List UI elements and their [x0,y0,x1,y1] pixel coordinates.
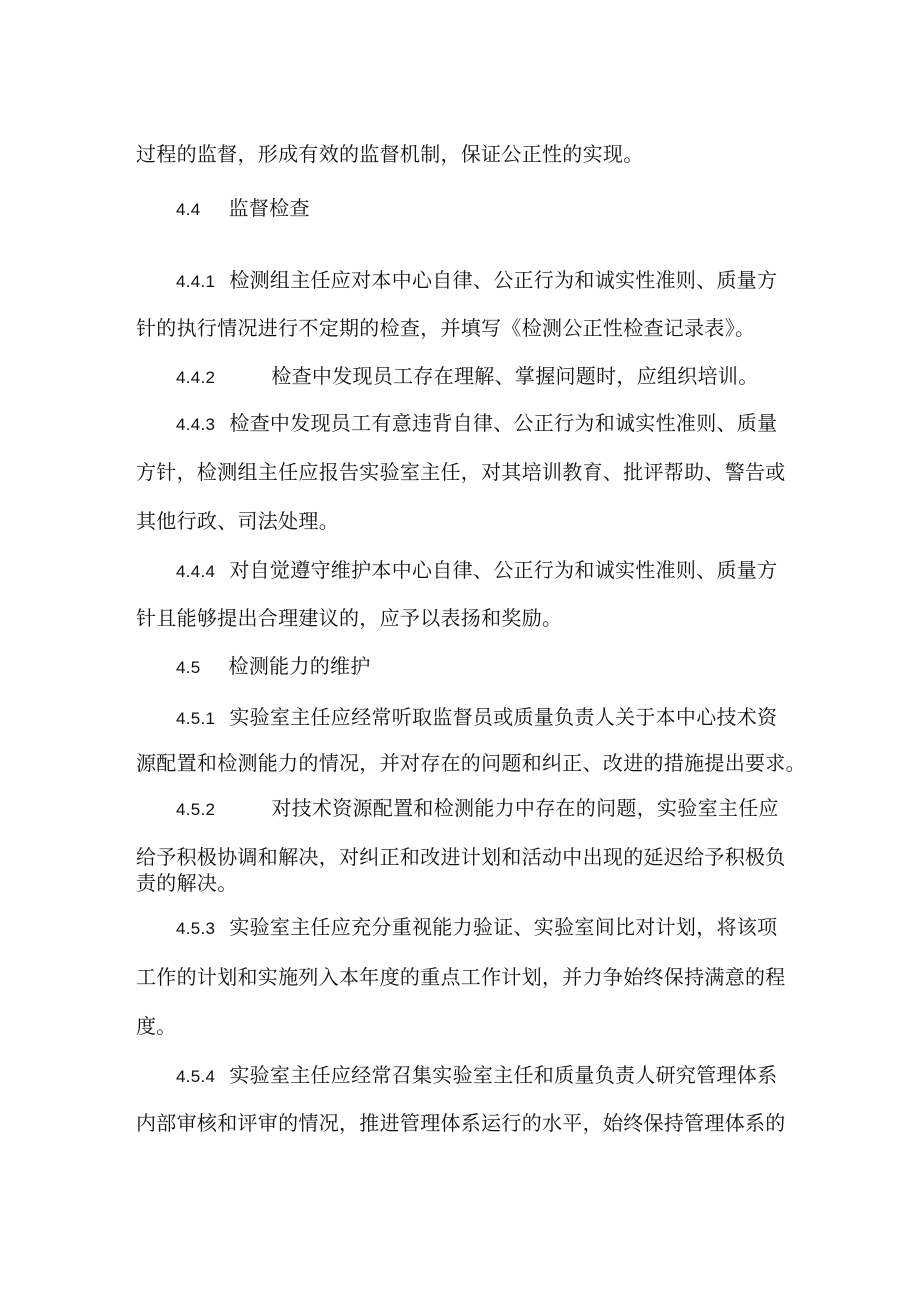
section-number: 4.5 [176,658,201,677]
para-4-4-3-line-1 [176,409,777,439]
item-number: 4.5.3 [176,919,216,938]
para-4-5-3-line-1 [176,913,777,943]
item-number: 4.5.4 [176,1067,216,1086]
section-title: 监督检查 [228,196,310,220]
para-text: 实验室主任应经常听取监督员或质量负责人关于本中心技术资 [229,705,778,729]
para-text: 实验室主任应充分重视能力验证、实验室间比对计划，将该项 [229,915,778,939]
para-4-5-2-line-3: 责的解决。 [136,871,238,895]
para-text: 对技术资源配置和检测能力中存在的问题，实验室主任应 [271,796,779,820]
para-4-5-1-line-1 [176,703,777,733]
para-4-4-3-line-2: 方针，检测组主任应报告实验室主任，对其培训教育、批评帮助、警告或 [136,460,786,484]
para-text: 检查中发现员工有意违背自律、公正行为和诚实性准则、质量 [229,411,778,435]
para-4-5-3-line-3: 度。 [136,1014,177,1038]
para-4-4-1-line-1 [176,266,777,296]
para-4-5-2-line-1 [176,794,779,824]
section-title: 检测能力的维护 [228,654,371,678]
para-4-5-3-line-2: 工作的计划和实施列入本年度的重点工作计划，并力争始终保持满意的程 [136,965,786,989]
para-text: 检查中发现员工存在理解、掌握问题时，应组织培训。 [271,364,759,388]
item-number: 4.4.4 [176,562,216,581]
item-number: 4.4.2 [176,368,216,387]
para-4-4-2-line-1 [176,362,759,392]
para-4-5-4-line-2: 内部审核和评审的情况，推进管理体系运行的水平，始终保持管理体系的 [136,1111,786,1135]
para-4-5-4-line-1 [176,1061,777,1091]
para-text: 对自觉遵守维护本中心自律、公正行为和诚实性准则、质量方 [229,558,778,582]
section-4-4-heading [176,194,310,224]
para-text: 检测组主任应对本中心自律、公正行为和诚实性准则、质量方 [229,268,778,292]
item-number: 4.4.3 [176,415,216,434]
intro-line-1: 过程的监督，形成有效的监督机制，保证公正性的实现。 [136,142,644,166]
section-number: 4.4 [176,200,201,219]
para-4-4-4-line-2: 针且能够提出合理建议的，应予以表扬和奖励。 [136,606,563,630]
section-4-5-heading [176,652,371,682]
para-4-5-1-line-2: 源配置和检测能力的情况，并对存在的问题和纠正、改进的措施提出要求。 [136,751,806,775]
para-4-4-3-line-3: 其他行政、司法处理。 [136,509,339,533]
para-4-5-2-line-2: 给予积极协调和解决，对纠正和改进计划和活动中出现的延迟给予积极负 [136,845,786,869]
item-number: 4.5.2 [176,800,216,819]
item-number: 4.4.1 [176,272,216,291]
item-number: 4.5.1 [176,709,216,728]
para-4-4-1-line-2: 针的执行情况进行不定期的检查，并填写《检测公正性检查记录表》。 [136,316,756,340]
para-text: 实验室主任应经常召集实验室主任和质量负责人研究管理体系 [229,1063,778,1087]
para-4-4-4-line-1 [176,556,777,586]
